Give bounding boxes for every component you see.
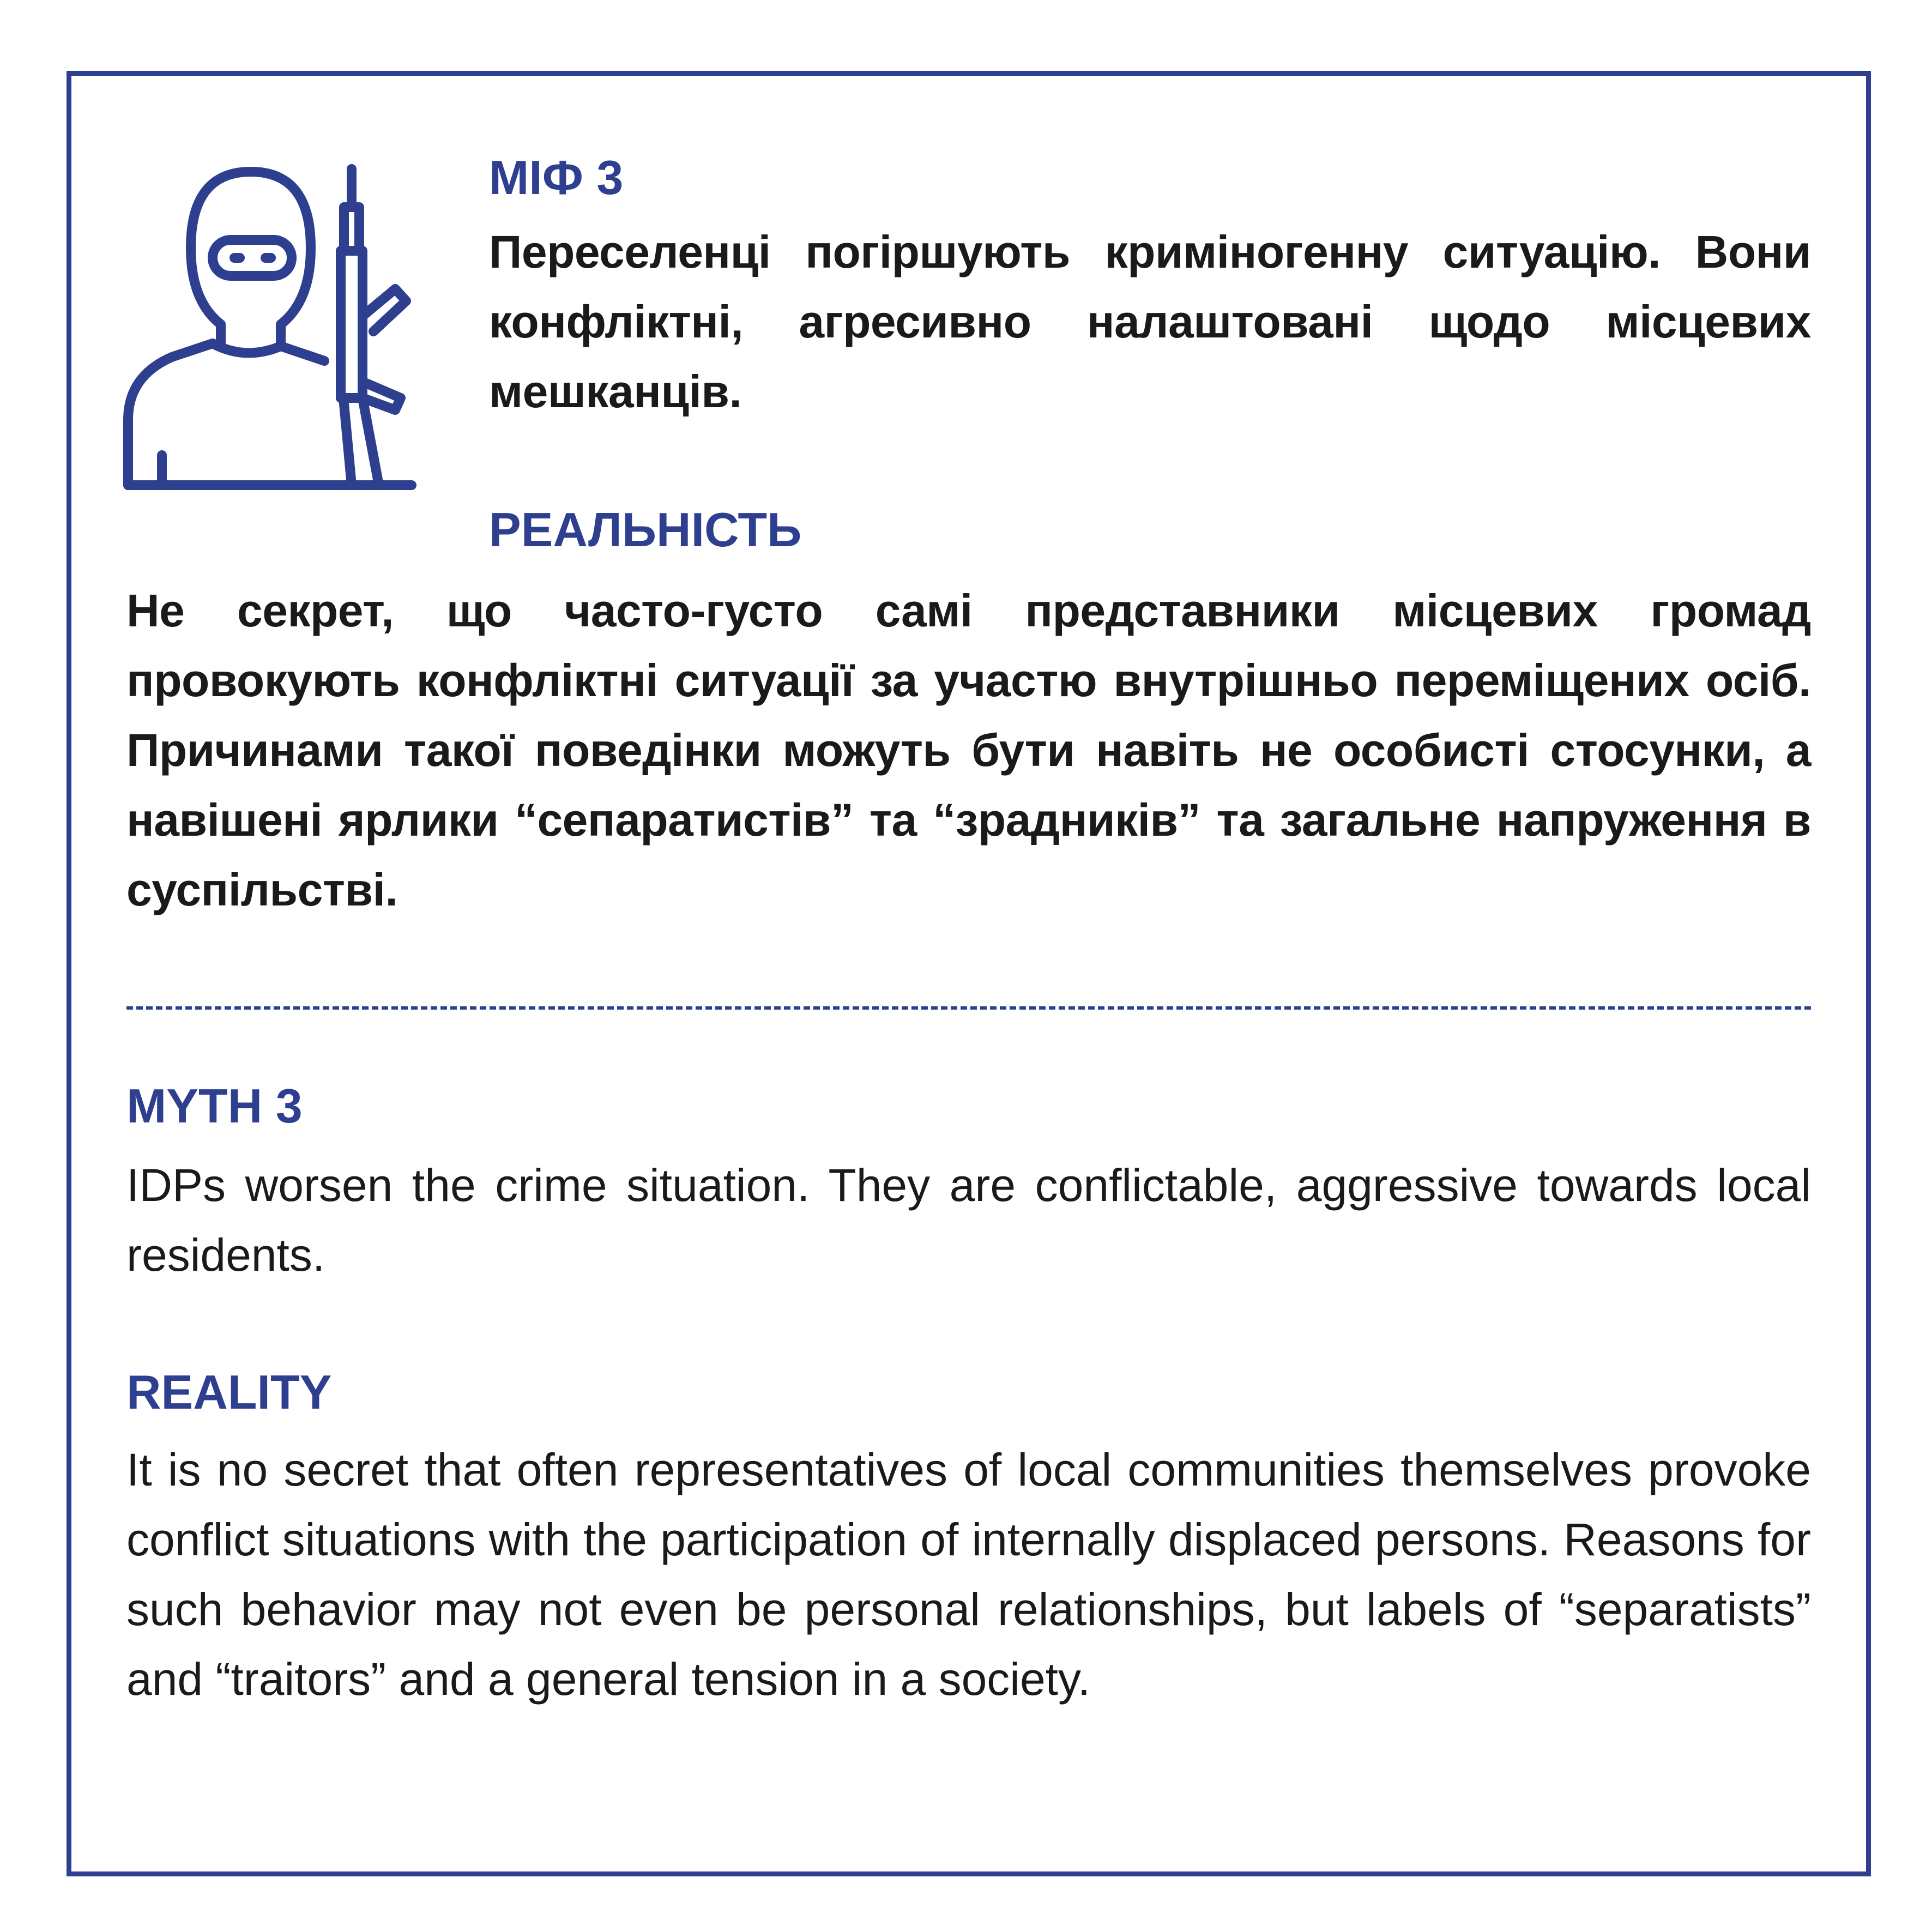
section-divider xyxy=(126,1006,1811,1010)
ua-myth-text: Переселенці погіршують криміногенну ситуацію. Вони конфліктні, агресивно налаштовані щодо місцевих мешканців. xyxy=(489,226,1811,417)
masked-soldier-with-rifle-icon xyxy=(123,158,428,507)
ua-myth-heading: МІФ 3 xyxy=(489,150,624,204)
ua-reality-heading: РЕАЛЬНІСТЬ xyxy=(489,503,802,557)
en-reality-text: It is no secret that often representatives of local communities themselves provoke conflict situations with the participation of internally displaced persons. Reasons for such behavior may not even be personal relationships, but labels of “separatists” and “traitors” and a general tension in a society. xyxy=(126,1444,1811,1705)
en-myth-heading: MYTH 3 xyxy=(126,1079,303,1133)
ua-reality-text: Не секрет, що часто-густо самі представники місцевих громад провокують конфліктні ситуації за участю внутрішньо переміщених осіб. Причинами такої поведінки можуть бути навіть не особисті стосунки, а навішені ярлики “сепаратистів” та “зрадників” та загальне напруження в суспільстві. xyxy=(126,585,1811,915)
en-myth-text: IDPs worsen the crime situation. They are conflictable, aggressive towards local residents. xyxy=(126,1160,1811,1281)
en-reality-heading: REALITY xyxy=(126,1365,332,1419)
